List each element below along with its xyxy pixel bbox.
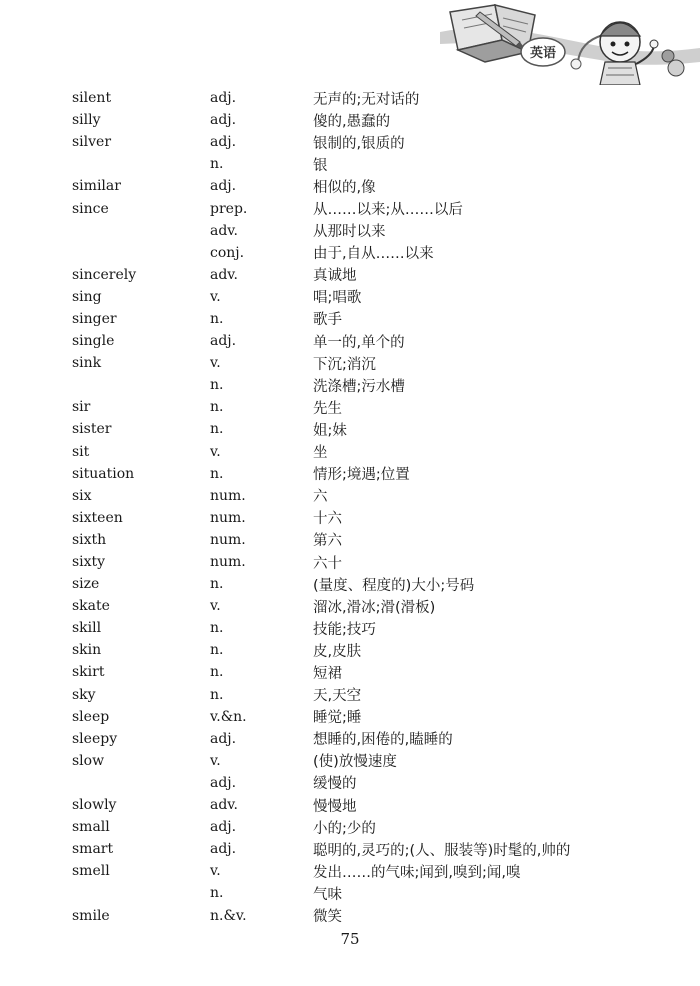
entry-meaning: 姐;妹	[313, 422, 347, 439]
entry-word: silly	[72, 112, 101, 129]
entry-meaning: 银制的,银质的	[313, 135, 405, 152]
entry-part-of-speech: adj.	[210, 819, 237, 836]
entry-part-of-speech: num.	[210, 487, 246, 504]
entry-word: sincerely	[72, 266, 137, 283]
vocab-entry	[72, 418, 672, 440]
entry-meaning: 六	[313, 489, 328, 506]
entry-word: slowly	[72, 797, 117, 814]
entry-word: since	[72, 200, 109, 217]
entry-word: sleepy	[72, 730, 118, 747]
entry-word: smart	[72, 841, 114, 858]
entry-part-of-speech: n.	[210, 576, 224, 593]
entry-meaning: 银	[313, 157, 328, 174]
entry-part-of-speech: conj.	[210, 244, 245, 261]
vocab-entry	[72, 441, 672, 463]
vocab-entry	[72, 573, 672, 595]
entry-part-of-speech: v.	[210, 443, 221, 460]
entry-meaning: 第六	[313, 533, 342, 550]
vocab-entry	[72, 794, 672, 816]
entry-meaning: 从那时以来	[313, 224, 386, 241]
entry-part-of-speech: adj.	[210, 90, 237, 107]
entry-part-of-speech: n.	[210, 156, 224, 173]
vocab-entry	[72, 661, 672, 683]
vocab-entry	[72, 396, 672, 418]
entry-meaning: 微笑	[313, 909, 342, 926]
entry-part-of-speech: n.	[210, 377, 224, 394]
vocab-entry	[72, 153, 672, 175]
entry-word: similar	[72, 178, 121, 195]
vocab-entry	[72, 197, 672, 219]
entry-part-of-speech: n.	[210, 664, 224, 681]
vocab-entry	[72, 529, 672, 551]
entry-meaning: 坐	[313, 445, 328, 462]
entry-meaning: 短裙	[313, 665, 342, 682]
entry-meaning: 先生	[313, 400, 342, 417]
entry-word: six	[72, 487, 92, 504]
vocabulary-list	[72, 87, 672, 927]
entry-part-of-speech: num.	[210, 531, 246, 548]
entry-word: skill	[72, 620, 102, 637]
vocab-entry	[72, 87, 672, 109]
entry-meaning: 六十	[313, 555, 342, 572]
entry-word: skirt	[72, 664, 105, 681]
entry-part-of-speech: adj.	[210, 333, 237, 350]
entry-meaning: 发出……的气味;闻到,嗅到;闻,嗅	[313, 864, 521, 881]
entry-part-of-speech: adv.	[210, 797, 239, 814]
entry-meaning: 唱;唱歌	[313, 290, 362, 307]
entry-word: silent	[72, 90, 112, 107]
vocab-entry	[72, 175, 672, 197]
entry-word: sir	[72, 399, 91, 416]
vocab-entry	[72, 750, 672, 772]
vocab-entry	[72, 131, 672, 153]
entry-part-of-speech: n.	[210, 642, 224, 659]
entry-part-of-speech: n.	[210, 421, 224, 438]
entry-word: sit	[72, 443, 90, 460]
entry-meaning: 无声的;无对话的	[313, 91, 420, 108]
entry-word: smell	[72, 863, 110, 880]
entry-meaning: 歌手	[313, 312, 342, 329]
entry-part-of-speech: v.	[210, 288, 221, 305]
entry-part-of-speech: v.&n.	[210, 708, 247, 725]
vocab-entry	[72, 330, 672, 352]
entry-meaning: 技能;技巧	[313, 621, 376, 638]
entry-meaning: 从……以来;从……以后	[313, 202, 463, 219]
entry-word: skin	[72, 642, 102, 659]
entry-meaning: 缓慢的	[313, 776, 357, 793]
entry-word: smile	[72, 907, 110, 924]
entry-part-of-speech: adj.	[210, 112, 237, 129]
entry-meaning: 下沉;消沉	[313, 356, 376, 373]
entry-word: size	[72, 576, 100, 593]
entry-meaning: 傻的,愚蠢的	[313, 113, 391, 130]
entry-word: skate	[72, 598, 110, 615]
vocab-entry	[72, 838, 672, 860]
vocab-entry	[72, 264, 672, 286]
entry-part-of-speech: adj.	[210, 774, 237, 791]
entry-part-of-speech: n.	[210, 620, 224, 637]
entry-meaning: 单一的,单个的	[313, 334, 405, 351]
entry-word: sister	[72, 421, 112, 438]
entry-part-of-speech: n.&v.	[210, 907, 247, 924]
entry-part-of-speech: adj.	[210, 841, 237, 858]
entry-part-of-speech: v.	[210, 752, 221, 769]
entry-word: sing	[72, 288, 102, 305]
entry-part-of-speech: num.	[210, 554, 246, 571]
entry-meaning: 天,天空	[313, 688, 362, 705]
entry-meaning: 真诚地	[313, 268, 357, 285]
vocab-entry	[72, 595, 672, 617]
entry-meaning: (使)放慢速度	[313, 754, 397, 771]
header-illustration	[440, 0, 700, 85]
vocab-entry	[72, 286, 672, 308]
entry-part-of-speech: n.	[210, 310, 224, 327]
vocab-entry	[72, 374, 672, 396]
entry-part-of-speech: adj.	[210, 730, 237, 747]
entry-part-of-speech: v.	[210, 863, 221, 880]
vocab-entry	[72, 706, 672, 728]
vocab-entry	[72, 684, 672, 706]
vocab-entry	[72, 639, 672, 661]
svg-text:英语: 英语	[529, 46, 557, 61]
entry-word: situation	[72, 465, 135, 482]
entry-part-of-speech: v.	[210, 355, 221, 372]
entry-meaning: 相似的,像	[313, 179, 376, 196]
vocab-entry	[72, 551, 672, 573]
entry-meaning: 聪明的,灵巧的;(人、服装等)时髦的,帅的	[313, 842, 571, 859]
entry-part-of-speech: adv.	[210, 266, 239, 283]
entry-part-of-speech: prep.	[210, 200, 248, 217]
entry-word: singer	[72, 310, 117, 327]
vocab-entry	[72, 728, 672, 750]
vocab-entry	[72, 816, 672, 838]
entry-word: sixty	[72, 554, 106, 571]
vocab-entry	[72, 507, 672, 529]
vocab-entry	[72, 463, 672, 485]
entry-word: sky	[72, 686, 96, 703]
entry-meaning: 睡觉;睡	[313, 710, 362, 727]
vocab-entry	[72, 242, 672, 264]
entry-meaning: 慢慢地	[313, 798, 357, 815]
entry-word: small	[72, 819, 110, 836]
entry-word: sixteen	[72, 509, 123, 526]
entry-part-of-speech: v.	[210, 598, 221, 615]
entry-part-of-speech: n.	[210, 465, 224, 482]
vocab-entry	[72, 772, 672, 794]
entry-word: sleep	[72, 708, 110, 725]
entry-word: sink	[72, 355, 102, 372]
vocab-entry	[72, 882, 672, 904]
vocab-entry	[72, 220, 672, 242]
entry-word: single	[72, 333, 115, 350]
vocab-entry	[72, 109, 672, 131]
vocab-entry	[72, 617, 672, 639]
entry-meaning: 情形;境遇;位置	[313, 467, 410, 484]
page-number: 75	[340, 930, 360, 948]
entry-part-of-speech: adv.	[210, 222, 239, 239]
entry-meaning: 十六	[313, 511, 342, 528]
entry-part-of-speech: adj.	[210, 134, 237, 151]
entry-meaning: (量度、程度的)大小;号码	[313, 577, 475, 594]
entry-meaning: 气味	[313, 886, 342, 903]
entry-part-of-speech: num.	[210, 509, 246, 526]
entry-meaning: 小的;少的	[313, 820, 376, 837]
subject-badge	[521, 38, 565, 66]
vocab-entry	[72, 485, 672, 507]
vocab-entry	[72, 860, 672, 882]
vocab-entry	[72, 308, 672, 330]
vocab-entry	[72, 904, 672, 926]
entry-part-of-speech: n.	[210, 885, 224, 902]
entry-part-of-speech: n.	[210, 686, 224, 703]
entry-meaning: 由于,自从……以来	[313, 246, 434, 263]
entry-meaning: 洗涤槽;污水槽	[313, 378, 405, 395]
entry-meaning: 皮,皮肤	[313, 643, 362, 660]
entry-word: slow	[72, 752, 105, 769]
entry-word: sixth	[72, 531, 107, 548]
entry-part-of-speech: n.	[210, 399, 224, 416]
entry-meaning: 想睡的,困倦的,瞌睡的	[313, 732, 453, 749]
vocab-entry	[72, 352, 672, 374]
entry-word: silver	[72, 134, 112, 151]
entry-part-of-speech: adj.	[210, 178, 237, 195]
entry-meaning: 溜冰,滑冰;滑(滑板)	[313, 599, 436, 616]
